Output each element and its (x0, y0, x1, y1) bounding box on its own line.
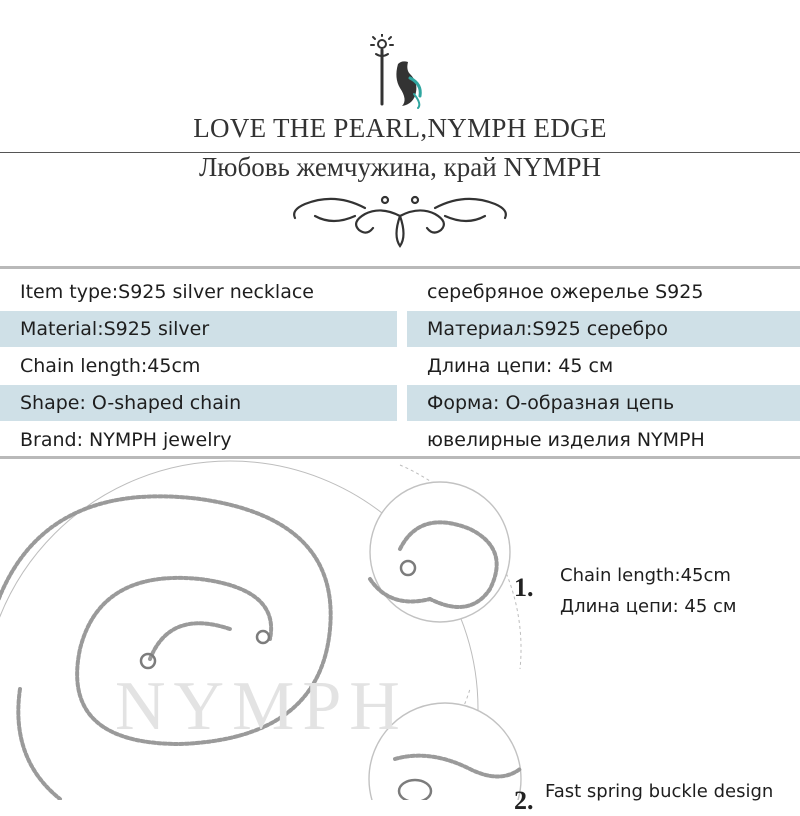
spec-label-english: Material:S925 silver (0, 311, 397, 347)
spec-label-english: Brand: NYMPH jewelry (20, 429, 232, 451)
spec-label-russian: Материал:S925 серебро (407, 311, 800, 347)
spec-label-english: Chain length:45cm (20, 355, 201, 377)
nymph-watermark: NYMPH (115, 668, 408, 745)
chain-lower-strand (18, 689, 60, 799)
spec-row (0, 348, 800, 384)
feature-1-label-english: Chain length:45cm (560, 565, 731, 586)
nymph-mermaid-logo (362, 34, 438, 110)
spec-label-russian: Длина цепи: 45 см (427, 355, 614, 377)
flourish-ornament (285, 186, 515, 250)
spec-row (0, 422, 800, 458)
chain-inner-strand (150, 623, 230, 659)
spec-label-english: Item type:S925 silver necklace (20, 281, 314, 303)
spec-row (0, 385, 800, 421)
end-ring (257, 631, 269, 643)
tagline-english: LOVE THE PEARL,NYMPH EDGE (193, 113, 607, 143)
spec-row (0, 274, 800, 310)
feature-1-number: 1. (514, 573, 534, 602)
spec-label-english: Shape: O-shaped chain (0, 385, 397, 421)
spec-row (0, 311, 800, 347)
feature-2-label-english: Fast spring buckle design (545, 781, 774, 802)
zoom-circle-chain (370, 482, 510, 622)
tagline-russian: Любовь жемчужина, край NYMPH (199, 152, 601, 182)
spec-label-russian: Форма: О-образная цепь (407, 385, 800, 421)
spec-table-top-border (0, 266, 800, 269)
feature-2-number: 2. (514, 786, 534, 815)
chain-necklace-illustration (0, 459, 800, 800)
clasp-ring (141, 654, 155, 668)
feature-1-label-russian: Длина цепи: 45 см (560, 596, 737, 617)
spec-label-russian: серебряное ожерелье S925 (427, 281, 704, 303)
spec-label-russian: ювелирные изделия NYMPH (427, 429, 705, 451)
